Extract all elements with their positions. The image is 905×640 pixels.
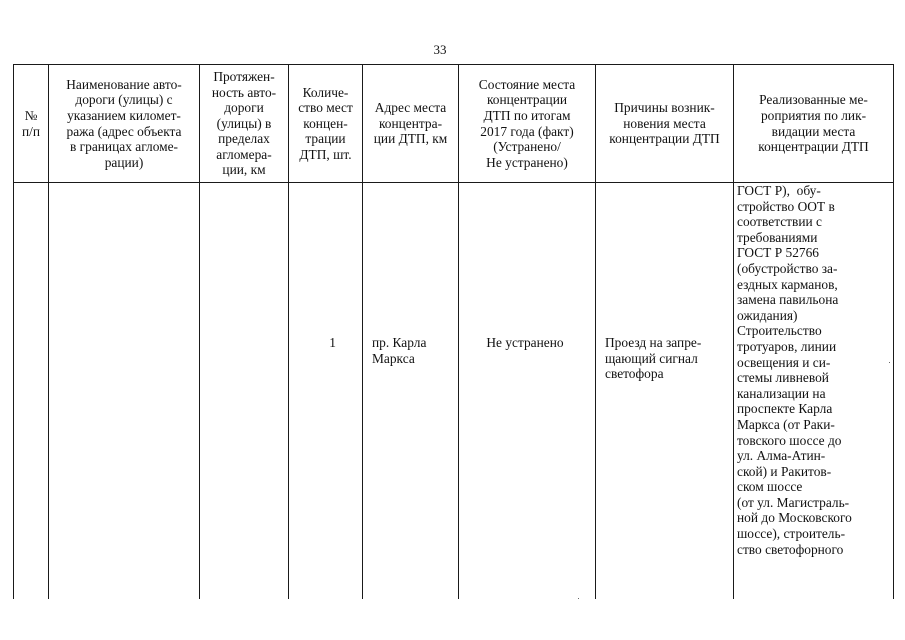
header-count <box>289 65 363 183</box>
text-line: ной до Московского <box>737 510 852 526</box>
header-address <box>363 65 459 183</box>
text-line: концентрации ДТП <box>609 131 720 147</box>
text-line: стройство ООТ в <box>737 198 835 214</box>
header-reasons <box>596 65 734 183</box>
text-line: ском шоссе <box>737 479 803 495</box>
text-line: видации места <box>771 123 856 139</box>
text-line: ность авто- <box>211 84 277 100</box>
scan-speck <box>578 598 579 599</box>
cell-address <box>363 183 459 599</box>
text-line: 2017 года (факт) <box>480 123 574 139</box>
text-line: ДТП, шт. <box>299 146 352 162</box>
text-line: ции ДТП, км <box>373 131 448 147</box>
text-line: стемы ливневой <box>737 370 829 386</box>
text-line: Не устранено) <box>486 154 568 170</box>
text-line: (обустройство за- <box>737 260 838 276</box>
text-line: Наименование авто- <box>66 76 182 92</box>
text-line: Реализованные ме- <box>759 92 868 108</box>
cell-state <box>459 183 596 599</box>
cell-measures <box>734 183 894 599</box>
page-number: 33 <box>433 42 447 57</box>
scan-speck <box>889 362 890 363</box>
text-line: ции, км <box>222 162 266 178</box>
text-line: проспекте Карла <box>737 401 833 417</box>
header-state <box>459 65 596 183</box>
header-measures <box>734 65 894 183</box>
text-line: (от ул. Магистраль- <box>737 494 850 510</box>
text-line: ГОСТ Р 52766 <box>737 245 819 261</box>
text-line: Состояние места <box>478 76 576 92</box>
text-line: Адрес места <box>374 100 447 116</box>
text-line: концентрации ДТП <box>758 139 869 155</box>
cell-length <box>200 183 289 599</box>
text-line: ул. Алма-Атин- <box>737 448 826 464</box>
text-line: шоссе), строитель- <box>737 526 846 542</box>
text-line: светофора <box>605 366 664 382</box>
text-line: концен- <box>303 115 348 131</box>
cell-count <box>289 183 363 599</box>
text-line: ража (адрес объекта <box>66 123 182 139</box>
text-line: ГОСТ Р), обу- <box>737 183 821 198</box>
text-line: дороги <box>224 100 264 116</box>
text-line: в границах агломе- <box>69 139 179 155</box>
header-road <box>49 65 200 183</box>
count-value: 1 <box>329 335 336 350</box>
text-line: (Устранено/ <box>493 139 561 155</box>
accident-concentration-table <box>13 64 894 599</box>
text-line: Причины возник- <box>614 100 715 116</box>
text-line: агломера- <box>216 146 272 162</box>
cell-reasons <box>596 183 734 599</box>
text-line: концентра- <box>378 115 443 131</box>
text-line: Проезд на запре- <box>605 335 702 350</box>
text-line: п/п <box>21 123 41 139</box>
text-line: № <box>24 107 38 123</box>
text-line: роприятия по лик- <box>760 107 867 123</box>
text-line: (улицы) в <box>216 115 272 131</box>
text-line: тротуаров, линии <box>737 338 837 354</box>
table-header-row <box>14 65 894 183</box>
measures-value <box>737 183 890 557</box>
state-value: Не устранено <box>486 335 564 350</box>
text-line: концентрации <box>486 92 568 108</box>
text-line: рации) <box>104 154 144 170</box>
text-line: пр. Карла <box>372 335 427 350</box>
text-line: ездных карманов, <box>737 276 838 292</box>
text-line: ство мест <box>298 100 353 116</box>
text-line: пределах <box>218 131 270 147</box>
text-line: канализации на <box>737 385 826 401</box>
text-line: ДТП по итогам <box>483 107 571 123</box>
text-line: указанием километ- <box>67 107 181 123</box>
text-line: новения места <box>623 115 706 131</box>
text-line: ской) и Ракитов- <box>737 463 832 479</box>
text-line: Количе- <box>302 84 349 100</box>
text-line: Маркса <box>372 350 415 366</box>
text-line: замена павильона <box>737 292 839 308</box>
text-line: ожидания) <box>737 307 798 323</box>
text-line: Маркса (от Раки- <box>737 416 835 432</box>
cell-road <box>49 183 200 599</box>
text-line: ство светофорного <box>737 541 844 557</box>
text-line: Протяжен- <box>213 68 275 84</box>
reasons-value <box>599 335 730 382</box>
address-value <box>366 335 455 366</box>
text-line: соответствии с <box>737 214 822 230</box>
header-length <box>200 65 289 183</box>
cell-num <box>14 183 49 599</box>
text-line: Строительство <box>737 323 822 339</box>
text-line: дороги (улицы) с <box>75 92 173 108</box>
header-num <box>14 65 49 183</box>
text-line: требованиями <box>737 229 818 245</box>
table-row <box>14 183 894 599</box>
text-line: щающий сигнал <box>605 350 698 366</box>
text-line: трации <box>305 131 346 147</box>
text-line: освещения и си- <box>737 354 831 370</box>
text-line: товского шоссе до <box>737 432 842 448</box>
